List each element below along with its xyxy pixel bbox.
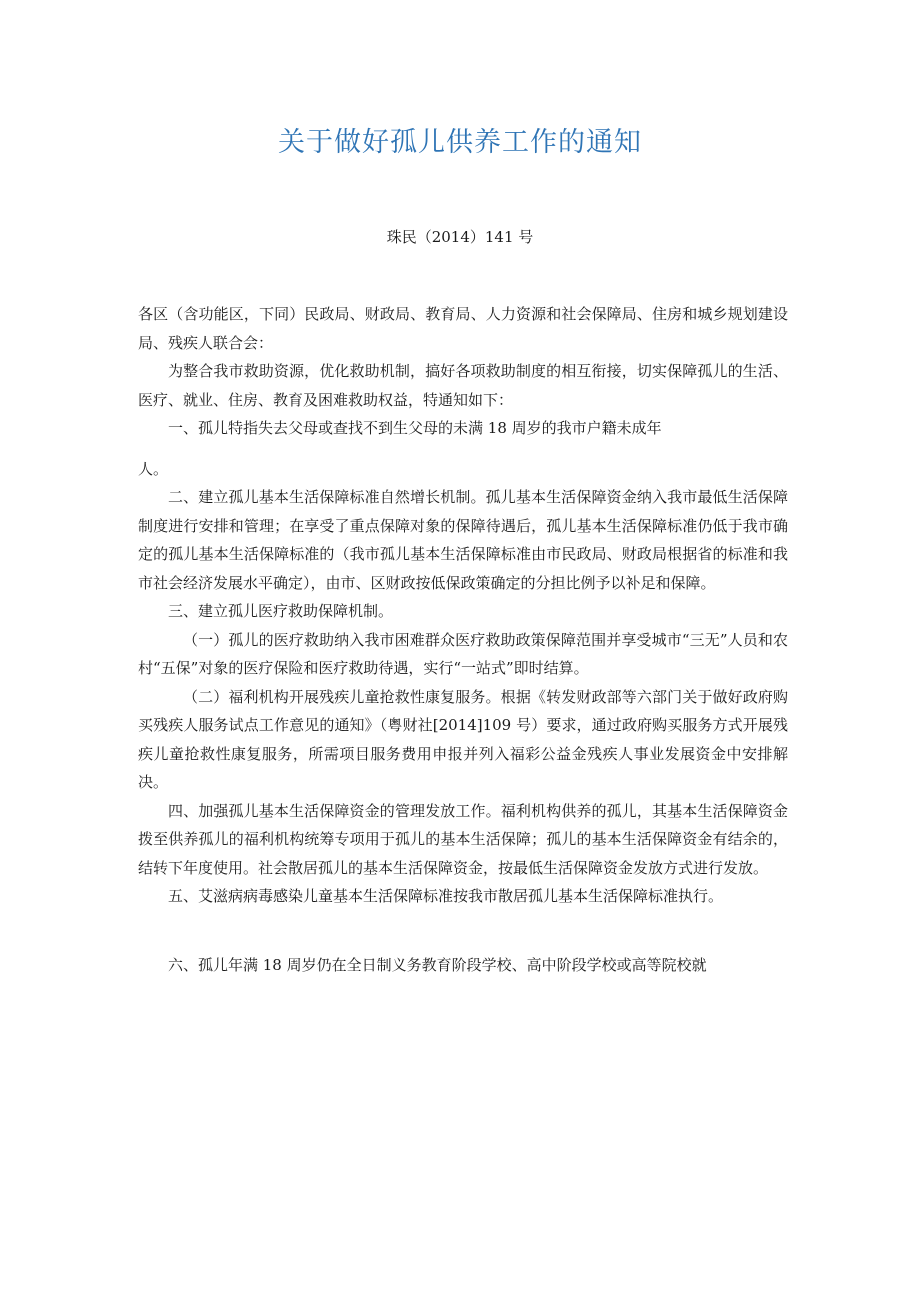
item-3-heading: 三、建立孤儿医疗救助保障机制。 [168,602,394,620]
document-title: 关于做好孤儿供养工作的通知 [278,127,642,158]
item-3-1-paragraph: （一）孤儿的医疗救助纳入我市困难群众医疗救助政策保障范围并享受城市“三无”人员和农村“五保”对象的医疗保险和医疗救助待遇，实行“一站式”即时结算。 [138,630,788,677]
item-5-paragraph: 五、艾滋病病毒感染儿童基本生活保障标准按我市散居孤儿基本生活保障标准执行。 [168,887,724,905]
item-2-paragraph: 二、建立孤儿基本生活保障标准自然增长机制。孤儿基本生活保障资金纳入我市最低生活保障制度进行安排和管理；在享受了重点保障对象的保障待遇后，孤儿基本生活保障标准仍低于我市确定的孤儿基本生活保障标准的（我市孤儿基本生活保障标准由市民政局、财政局根据省的标准和我市社会经济发展水平确定），由市、区财政按低保政策确定的分担比例予以补足和保障。 [138,488,788,592]
item-6-paragraph: 六、孤儿年满 18 周岁仍在全日制义务教育阶段学校、高中阶段学校或高等院校就 [168,955,707,974]
document-body [138,300,788,979]
item-4-paragraph: 四、加强孤儿基本生活保障资金的管理发放工作。福利机构供养的孤儿，其基本生活保障资金拨至供养孤儿的福利机构统筹专项用于孤儿的基本生活保障；孤儿的基本生活保障资金有结余的，结转下年度使用。社会散居孤儿的基本生活保障资金，按最低生活保障资金发放方式进行发放。 [138,801,788,877]
document-number: 珠民（2014）141 号 [386,228,534,246]
salutation: 各区（含功能区，下同）民政局、财政局、教育局、人力资源和社会保障局、住房和城乡规划建设局、残疾人联合会： [138,305,788,352]
item-1-line-1: 一、孤儿特指失去父母或查找不到生父母的未满 18 周岁的我市户籍未成年 [168,419,662,437]
item-1-line-2: 人。 [138,459,169,478]
intro-paragraph: 为整合我市救助资源，优化救助机制，搞好各项救助制度的相互衔接，切实保障孤儿的生活、医疗、就业、住房、教育及困难救助权益，特通知如下： [138,362,788,409]
item-3-2-paragraph: （二）福利机构开展残疾儿童抢救性康复服务。根据《转发财政部等六部门关于做好政府购买残疾人服务试点工作意见的通知》（粤财社[2014]109 号）要求，通过政府购买服务方式开展残疾儿童抢救性康复服务，所需项目服务费用申报并列入福彩公益金残疾人事业发展资金中安排解决。 [138,687,788,791]
